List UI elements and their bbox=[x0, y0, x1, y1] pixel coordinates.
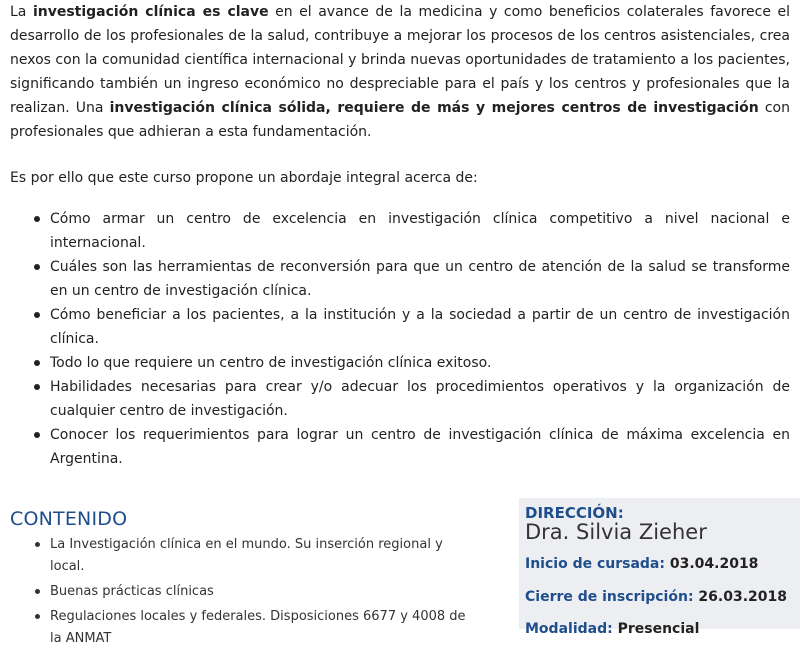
cierre-value: 26.03.2018 bbox=[698, 589, 787, 605]
intro-text-2: en el avance de la medicina y como beneficios colaterales favorece el desarrollo de los profesionales de la salud, contribuye a mejorar los procesos de los centros asistenciales, crea nexos con la comunidad científica internacional y brinda nuevas oportunidades de tratamiento a los pacientes, significando también un ingreso económico no despreciable para el país y los centros y profesionales que la realizan. Una bbox=[10, 4, 790, 116]
inicio-row bbox=[525, 556, 758, 572]
intro-bold-1: investigación clínica es clave bbox=[32, 4, 269, 20]
modalidad-value: Presencial bbox=[617, 621, 700, 637]
cierre-label: Cierre de inscripción: bbox=[525, 589, 694, 605]
objective-item: Conocer los requerimientos para lograr un centro de investigación clínica de máxima excelencia en Argentina. bbox=[50, 423, 790, 471]
contenido-item: Buenas prácticas clínicas bbox=[50, 581, 480, 603]
intro-text-1: La bbox=[10, 4, 33, 20]
course-info-panel bbox=[519, 498, 800, 637]
cierre-row bbox=[525, 589, 787, 605]
objective-item: Todo lo que requiere un centro de investigación clínica exitoso. bbox=[50, 351, 790, 375]
contenido-item: Regulaciones locales y federales. Disposiciones 6677 y 4008 de la ANMAT bbox=[50, 606, 480, 650]
director-name: Dra. Silvia Zieher bbox=[525, 520, 707, 544]
objective-item: Habilidades necesarias para crear y/o adecuar los procedimientos operativos y la organización de cualquier centro de investigación. bbox=[50, 375, 790, 423]
modalidad-row bbox=[525, 621, 699, 637]
inicio-label: Inicio de cursada: bbox=[525, 556, 665, 572]
contenido-list bbox=[50, 534, 480, 653]
contenido-heading: CONTENIDO bbox=[10, 508, 128, 530]
direccion-label: DIRECCIÓN: bbox=[525, 504, 624, 522]
objective-item: Cuáles son las herramientas de reconversión para que un centro de atención de la salud se transforme en un centro de investigación clínica. bbox=[50, 255, 790, 303]
intro-bold-2: investigación clínica sólida, requiere de más y mejores centros de investigación bbox=[109, 100, 759, 116]
lead-sentence: Es por ello que este curso propone un abordaje integral acerca de: bbox=[10, 170, 478, 186]
objective-item: Cómo armar un centro de excelencia en investigación clínica competitivo a nivel nacional e internacional. bbox=[50, 207, 790, 255]
inicio-value: 03.04.2018 bbox=[669, 556, 759, 572]
intro-paragraph bbox=[10, 0, 790, 144]
modalidad-label: Modalidad: bbox=[525, 621, 613, 637]
objectives-list bbox=[50, 207, 790, 471]
contenido-item: La Investigación clínica en el mundo. Su inserción regional y local. bbox=[50, 534, 480, 578]
objective-item: Cómo beneficiar a los pacientes, a la institución y a la sociedad a partir de un centro de investigación clínica. bbox=[50, 303, 790, 351]
intro-text-3: con profesionales que adhieran a esta fundamentación. bbox=[10, 100, 790, 140]
